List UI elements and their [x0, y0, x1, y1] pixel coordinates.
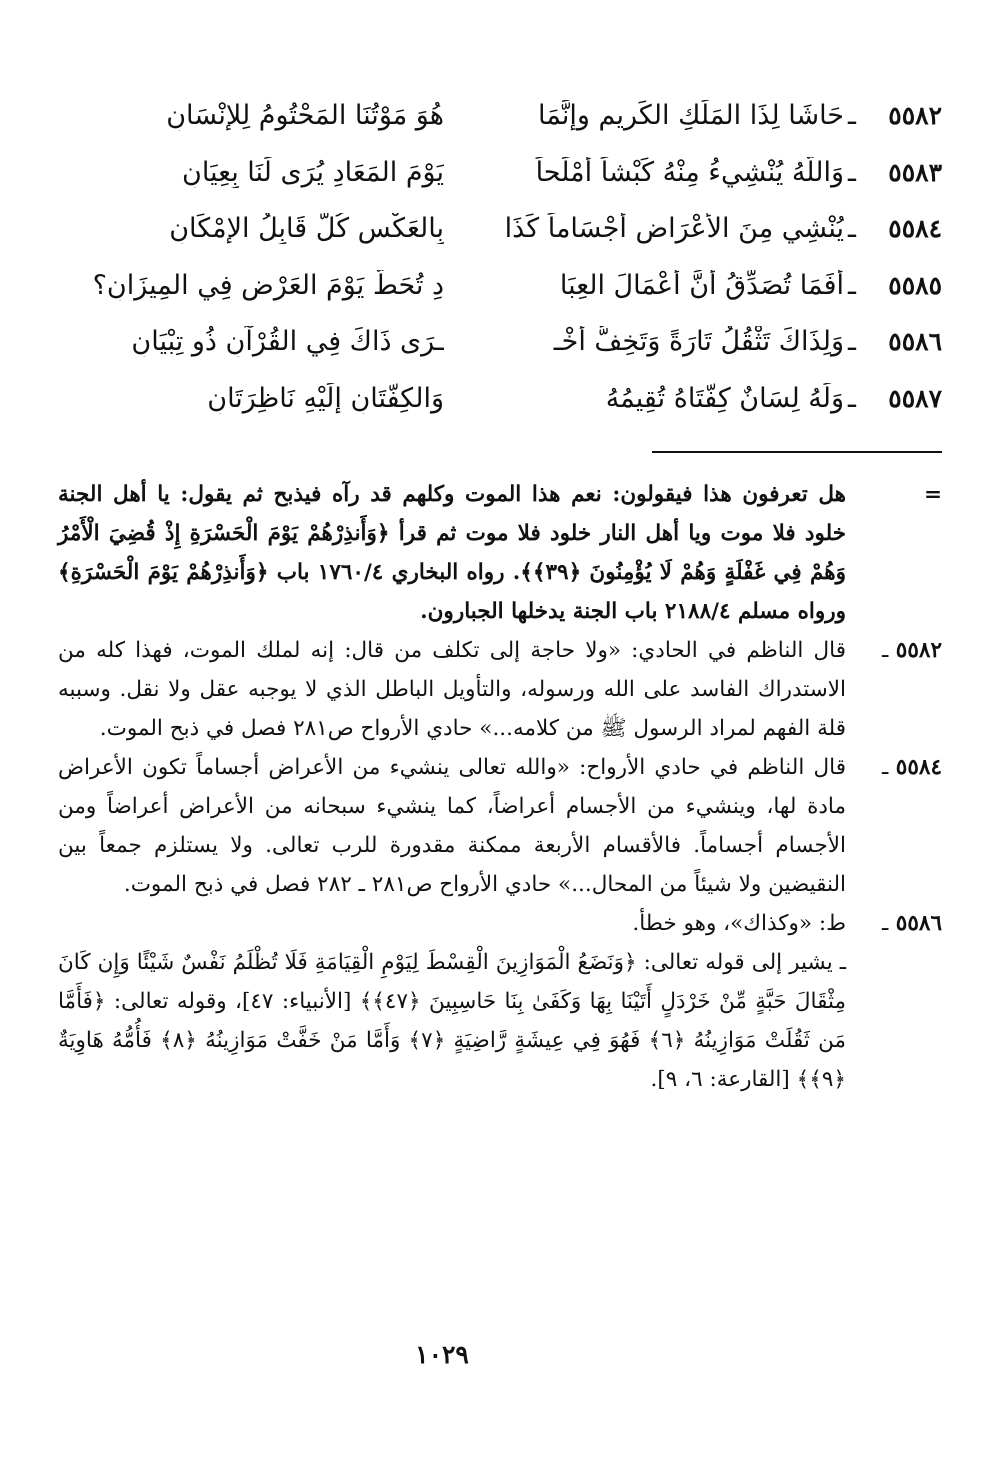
verse-first-hemistich: وَلِذَاكَ تَثْقُلُ تَارَةً وَتَخِفُّ أُخْـ: [553, 326, 844, 357]
footnote: [58, 904, 942, 1099]
footnote-text: [58, 631, 846, 748]
footnote-marker: ٥٥٨٤ ـ: [881, 755, 942, 780]
footnote: [58, 475, 942, 631]
footnote-marker: ٥٥٨٢ ـ: [881, 638, 942, 663]
footnote: [58, 631, 942, 748]
footnote-paragraph: ط: «وكذاك»، وهو خطأ.: [632, 911, 846, 936]
verse-first-hemistich: يُنْشِي مِنَ الأعْرَاضِ أجْسَاماً كَذَا: [504, 213, 844, 244]
page-number: ١٠٢٩: [415, 1340, 469, 1369]
verse-dash: ـ: [848, 213, 856, 244]
footnote-divider: [652, 451, 942, 453]
verse-row: [58, 270, 942, 327]
verse-row: [58, 157, 942, 214]
footnote-text: [58, 475, 846, 631]
footnote-marker: =: [923, 482, 942, 507]
verse-first-hemistich: وَلَهُ لِسَانٌ كِفَّتَاهُ تُقِيمُهُ: [605, 382, 844, 414]
footnote-text: [58, 748, 846, 904]
footnotes: [58, 475, 942, 1099]
verse-second-hemistich: وَالكِفَّتَانِ إلَيْهِ نَاظِرَتَانِ: [207, 382, 444, 414]
verse-second-hemistich: هُوَ مَوْتُنَا المَحْتُومُ لِلإِنْسَانِ: [166, 100, 444, 131]
verse-dash: ـ: [848, 382, 856, 414]
footnote-text: [58, 904, 846, 1099]
verse-row: [58, 213, 942, 270]
footnote-paragraph: ـ يشير إلى قوله تعالى: ﴿وَنَضَعُ الْمَوَازِينَ الْقِسْطَ لِيَوْمِ الْقِيَامَةِ فَلَا تُظْلَمُ نَفْسٌ شَيْئًا وَإِن كَانَ مِثْقَالَ حَبَّةٍ مِّنْ خَرْدَلٍ أَتَيْنَا بِهَا وَكَفَىٰ بِنَا حَاسِبِينَ ﴿٤٧﴾﴾ [الأنبياء: ٤٧]، وقوله تعالى: ﴿فَأَمَّا مَن ثَقُلَتْ مَوَازِينُهُ ﴿٦﴾ فَهُوَ فِي عِيشَةٍ رَّاضِيَةٍ ﴿٧﴾ وَأَمَّا مَنْ خَفَّتْ مَوَازِينُهُ ﴿٨﴾ فَأُمُّهُ هَاوِيَةٌ ﴿٩﴾﴾ [القارعة: ٦، ٩].: [58, 950, 846, 1092]
verse-second-hemistich: ـرَى ذَاكَ فِي القُرْآنِ ذُو تِبْيَانِ: [131, 326, 444, 357]
verse-first-hemistich: وَاللَّهُ يُنْشِيءُ مِنْهُ كَبْشاً أمْلَحاً: [535, 156, 844, 188]
verse-number: ٥٥٨٦: [888, 327, 942, 356]
verse-number: ٥٥٨٤: [888, 214, 942, 243]
footnote-paragraph: قال الناظم في الحادي: «ولا حاجة إلى تكلف من قال: إنه لملك الموت، فهذا كله من الاستدراك الفاسد على الله ورسوله، والتأويل الباطل الذي لا يوجبه عقل ولا نقل. وسببه قلة الفهم لمراد الرسول ﷺ من كلامه...» حادي الأرواح ص٢٨١ فصل في ذبح الموت.: [58, 638, 846, 741]
footnote-number: ٥٥٨٤: [895, 755, 942, 780]
verse-row: [58, 383, 942, 440]
footnote-paragraph: قال الناظم في حادي الأرواح: «والله تعالى ينشيء من الأعراض أجساماً تكون الأعراض مادة لها، وينشيء من الأجسام أعراضاً، كما ينشيء سبحانه من الأعراض أعراضاً ومن الأجسام أجساماً. فالأقسام الأربعة ممكنة مقدورة للرب تعالى. ولا يستلزم جمعاً بين النقيضين ولا شيئاً من المحال...» حادي الأرواح ص٢٨١ ـ ٢٨٢ فصل في ذبح الموت.: [58, 755, 846, 897]
verses-block: [58, 100, 942, 439]
verse-second-hemistich: يَوْمَ المَعَادِ يُرَى لَنَا بِعِيَانِ: [181, 156, 444, 188]
verse-second-hemistich: بِالعَكْسِ كُلٌّ قَابِلُ الإمْكَانِ: [169, 213, 444, 244]
verse-dash: ـ: [848, 269, 856, 301]
verse-row: [58, 326, 942, 383]
footnote-number: ٥٥٨٢: [895, 638, 942, 663]
verse-dash: ـ: [848, 326, 856, 357]
footnote-marker: ٥٥٨٦ ـ: [881, 911, 942, 936]
verse-second-hemistich: دِ تُحَطُّ يَوْمَ العَرْضِ فِي المِيزَانِ؟: [92, 269, 444, 301]
verse-first-hemistich: أفَمَا تُصَدِّقُ أنَّ أعْمَالَ العِبَا: [559, 269, 844, 301]
verse-number: ٥٥٨٥: [888, 270, 942, 300]
verse-number: ٥٥٨٧: [888, 383, 942, 413]
footnote-paragraph: هل تعرفون هذا فيقولون: نعم هذا الموت وكلهم قد رآه فيذبح ثم يقول: يا أهل الجنة خلود فلا موت ويا أهل النار خلود فلا موت ثم قرأ ﴿وَأَنذِرْهُمْ يَوْمَ الْحَسْرَةِ إِذْ قُضِيَ الْأَمْرُ وَهُمْ فِي غَفْلَةٍ وَهُمْ لَا يُؤْمِنُونَ ﴿٣٩﴾﴾. رواه البخاري ١٧٦٠/٤ باب ﴿وَأَنذِرْهُمْ يَوْمَ الْحَسْرَةِ﴾ ورواه مسلم ٢١٨٨/٤ باب الجنة يدخلها الجبارون.: [58, 482, 846, 624]
page: [58, 100, 942, 1099]
verse-dash: ـ: [848, 156, 856, 188]
verse-first-hemistich: حَاشَا لِذَا المَلَكِ الكَرِيمِ وإنَّمَا: [538, 100, 844, 131]
footnote-number: ٥٥٨٦: [895, 911, 942, 936]
verse-number: ٥٥٨٢: [888, 101, 942, 130]
footnote: [58, 748, 942, 904]
verse-row: [58, 100, 942, 157]
verse-dash: ـ: [848, 100, 856, 131]
verse-number: ٥٥٨٣: [888, 157, 942, 187]
